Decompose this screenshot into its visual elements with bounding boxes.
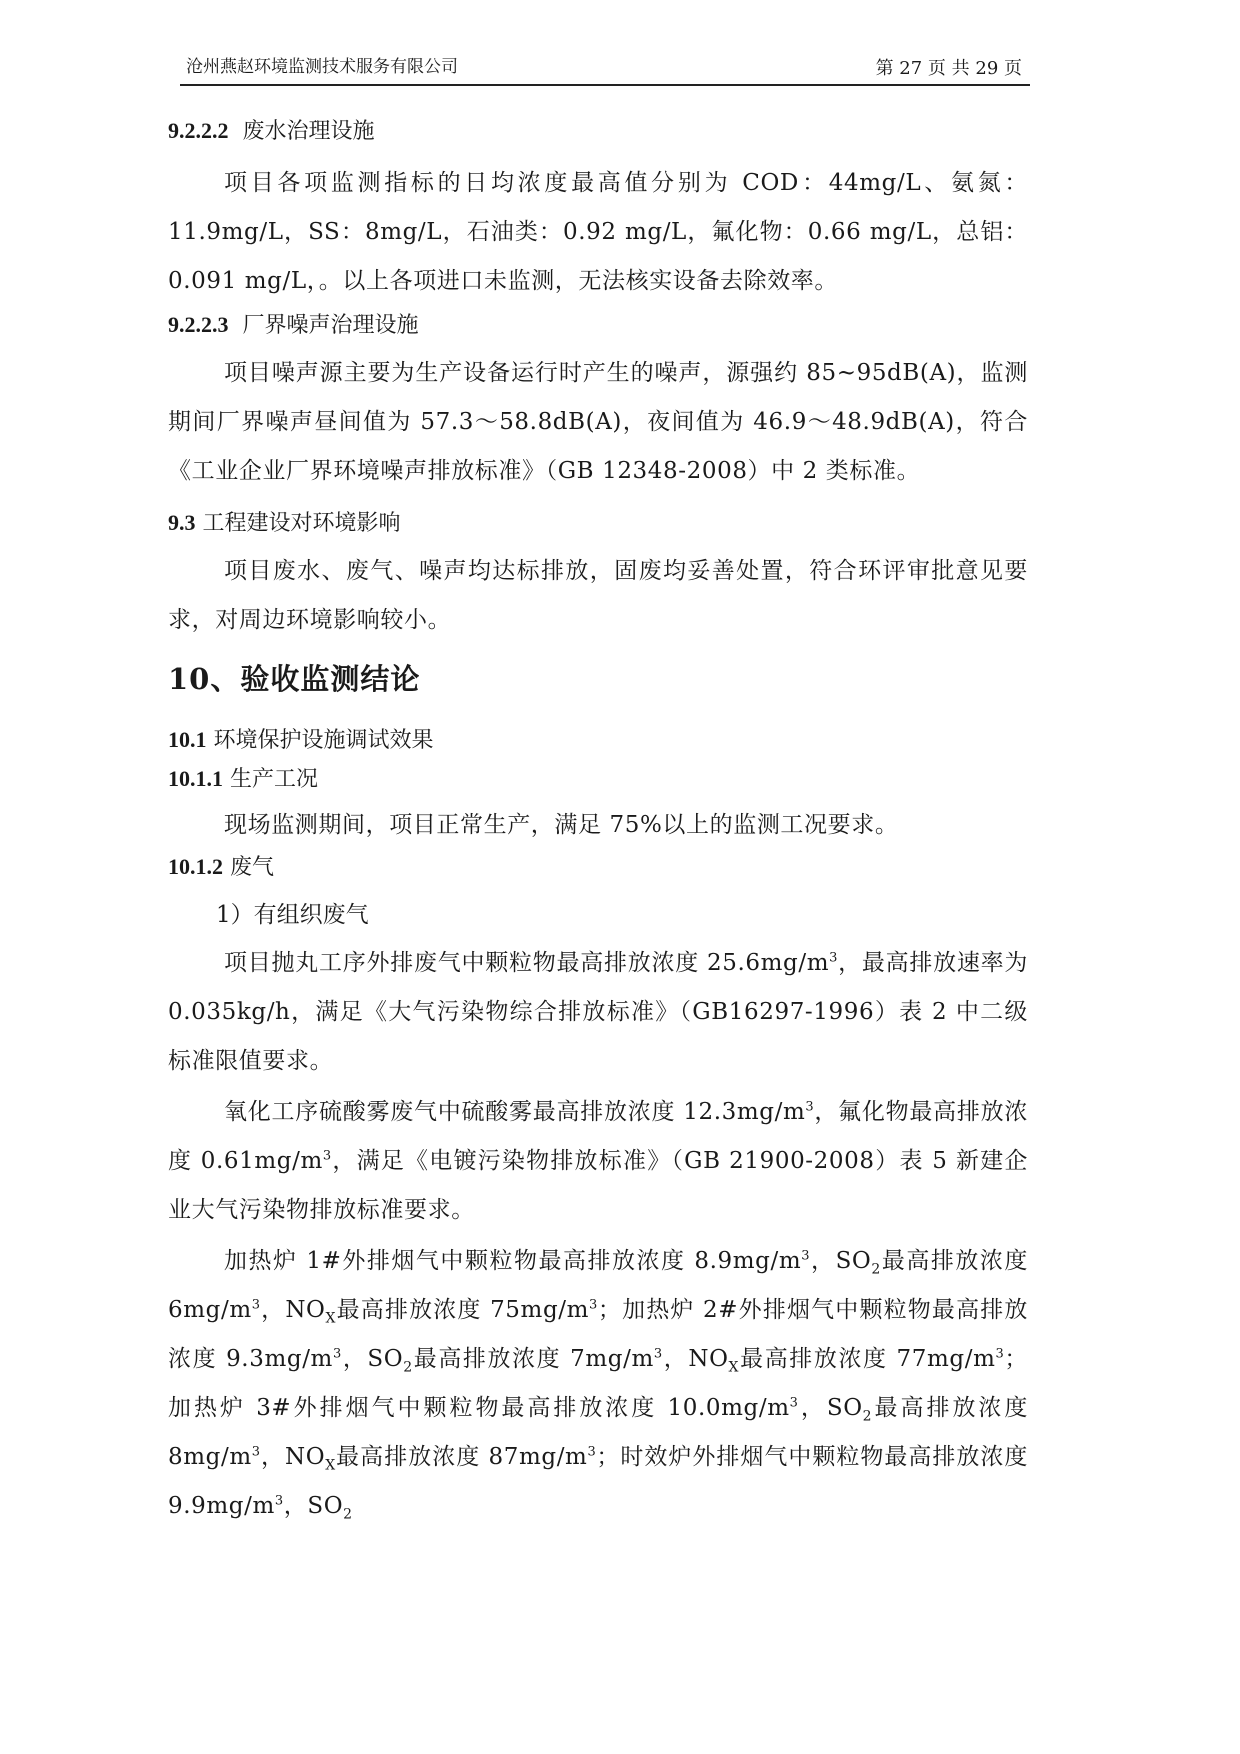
page-number: 第 27 页 共 29 页	[875, 58, 1022, 79]
section-10-heading: 10、验收监测结论	[168, 662, 421, 696]
section-10-1-heading: 10.1 环境保护设施调试效果	[168, 727, 434, 753]
shot-blasting-paragraph: 项目抛丸工序外排废气中颗粒物最高排放浓度 $25.6mg/m^3$，最高排放速率为 0.035kg/h，满足《大气污染物综合排放标准》（GB16297-1996）表 2 中二级标准限值要求。	[168, 950, 1028, 1074]
furnace-paragraph: 加热炉 1#外排烟气中颗粒物最高排放浓度 $8.9mg/m^3$，$SO_2$最高排放浓度 $6mg/m^3$，$NO_X$最高排放浓度 $75mg/m^3$；加热炉 2#外排烟气中颗粒物最高排放浓度 $9.3mg/m^3$，$SO_2$最高排放浓度 $7mg/m^3$，$NO_X$最高排放浓度 $77mg/m^3$；加热炉 3#外排烟气中颗粒物最高排放浓度 $10.0mg/m^3$，$SO_2$最高排放浓度 $8mg/m^3$，$NO_X$最高排放浓度 $87mg/m^3$；时效炉外排烟气中颗粒物最高排放浓度 $9.9mg/m^3$，$SO_2$	[168, 1248, 1028, 1523]
wastewater-paragraph: 项目各项监测指标的日均浓度最高值分别为 COD：44mg/L、氨氮：11.9mg/L，SS：8mg/L，石油类：0.92 mg/L，氟化物：0.66 mg/L，总铝：0.091 mg/L，。以上各项进口未监测，无法核实设备去除效率。	[168, 170, 1028, 294]
section-9-2-2-3-heading: 9.2.2.3 厂界噪声治理设施	[168, 312, 419, 338]
section-9-2-2-2-heading: 9.2.2.2 废水治理设施	[168, 118, 375, 144]
company-name: 沧州燕赵环境监测技术服务有限公司	[186, 57, 458, 77]
section-9-3-heading: 9.3 工程建设对环境影响	[168, 510, 401, 536]
page-header	[180, 44, 1030, 86]
section-10-1-1-heading: 10.1.1 生产工况	[168, 766, 319, 792]
production-paragraph: 现场监测期间，项目正常生产，满足 75%以上的监测工况要求。	[224, 812, 899, 838]
organized-exhaust-subheading: 1）有组织废气	[216, 902, 369, 928]
section-10-1-2-heading: 10.1.2 废气	[168, 854, 275, 880]
noise-paragraph: 项目噪声源主要为生产设备运行时产生的噪声，源强约 85~95dB(A)，监测期间厂界噪声昼间值为 57.3～58.8dB(A)，夜间值为 46.9～48.9dB(A)，符合《工业企业厂界环境噪声排放标准》（GB 12348-2008）中 2 类标准。	[168, 360, 1028, 484]
document-body	[168, 116, 1028, 1531]
oxidation-paragraph: 氧化工序硫酸雾废气中硫酸雾最高排放浓度 $12.3mg/m^3$，氟化物最高排放浓度 $0.61mg/m^3$，满足《电镀污染物排放标准》（GB 21900-2008）表 5 新建企业大气污染物排放标准要求。	[168, 1099, 1028, 1223]
environment-impact-paragraph: 项目废水、废气、噪声均达标排放，固废均妥善处置，符合环评审批意见要求，对周边环境影响较小。	[168, 558, 1028, 633]
